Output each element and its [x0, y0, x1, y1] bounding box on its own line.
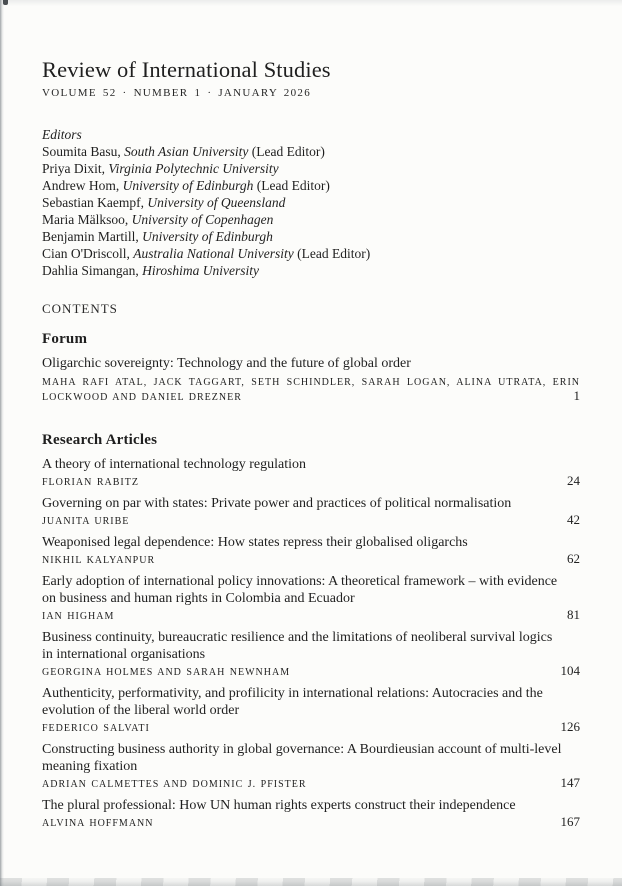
article-page-number: 62: [567, 551, 580, 566]
editor-affiliation: University of Edinburgh: [122, 178, 254, 193]
article-byline: [42, 553, 580, 567]
article-entry: [42, 573, 580, 623]
article-authors: NIKHIL KALYANPUR: [42, 555, 156, 566]
editor-row: [42, 262, 580, 279]
article-entry: [42, 741, 580, 791]
article-page-number: 1: [573, 388, 580, 403]
editor-affiliation: University of Edinburgh: [142, 229, 273, 244]
editors-heading: Editors: [42, 127, 82, 142]
editor-affiliation: Australia National University: [133, 246, 294, 261]
editor-row: [42, 211, 580, 228]
article-title: Authenticity, performativity, and profilicity in international relations: Autocracies and the evolution of the liberal world order: [42, 686, 543, 718]
article-title: Governing on par with states: Private power and practices of political normalisation: [42, 496, 512, 511]
journal-title: Review of International Studies: [42, 57, 331, 82]
article-byline: [42, 514, 580, 528]
editor-role: (Lead Editor): [297, 246, 371, 261]
article-authors: FLORIAN RABITZ: [42, 477, 139, 488]
article-authors: GEORGINA HOLMES AND SARAH NEWNHAM: [42, 667, 291, 678]
article-entry: [42, 456, 580, 489]
page-content: [42, 56, 580, 830]
editor-name: Andrew Hom,: [42, 178, 120, 193]
editor-role: (Lead Editor): [256, 178, 330, 193]
article-entry: [42, 355, 580, 405]
editor-affiliation: South Asian University: [124, 144, 249, 159]
article-authors: IAN HIGHAM: [42, 611, 115, 622]
article-authors: ADRIAN CALMETTES AND DOMINIC J. PFISTER: [42, 779, 307, 790]
editor-row: [42, 194, 580, 211]
article-entry: [42, 495, 580, 528]
editor-role: (Lead Editor): [251, 144, 325, 159]
article-title: The plural professional: How UN human rights experts construct their independence: [42, 798, 516, 813]
editor-affiliation: Virginia Polytechnic University: [108, 161, 279, 176]
article-authors: MAHA RAFI ATAL, JACK TAGGART, SETH SCHINDLER, SARAH LOGAN, ALINA UTRATA, ERIN LOCKWOOD AND DANIEL DREZNER: [42, 377, 580, 403]
article-entry: [42, 685, 580, 735]
editor-row: [42, 245, 580, 262]
scan-left-edge: [0, 0, 4, 886]
article-page-number: 42: [567, 512, 580, 527]
scan-corner-speck: [3, 0, 8, 5]
editor-name: Benjamin Martill,: [42, 229, 139, 244]
article-byline: [42, 475, 580, 489]
editor-affiliation: University of Copenhagen: [131, 212, 274, 227]
editor-name: Maria Mälksoo,: [42, 212, 129, 227]
editor-name: Priya Dixit,: [42, 161, 105, 176]
article-page-number: 104: [560, 663, 580, 678]
contents-heading: CONTENTS: [42, 301, 118, 316]
editor-affiliation: Hiroshima University: [142, 263, 259, 278]
editor-row: [42, 160, 580, 177]
scan-bottom-shadow: [0, 878, 622, 886]
article-entry: [42, 797, 580, 830]
editor-name: Sebastian Kaempf,: [42, 195, 144, 210]
section-heading-research: Research Articles: [42, 432, 158, 448]
editor-name: Cian O'Driscoll,: [42, 246, 130, 261]
article-title: Constructing business authority in global governance: A Bourdieusian account of multi-level meaning fixation: [42, 742, 562, 774]
section-forum: [42, 330, 580, 405]
article-byline: [42, 721, 580, 735]
article-page-number: 24: [567, 473, 580, 488]
article-byline: [42, 375, 580, 405]
issue-line: VOLUME 52 · NUMBER 1 · JANUARY 2026: [42, 87, 312, 99]
article-byline: [42, 665, 580, 679]
article-page-number: 167: [560, 814, 580, 829]
article-entry: [42, 534, 580, 567]
section-research-articles: [42, 431, 580, 830]
article-title: Oligarchic sovereignty: Technology and the future of global order: [42, 356, 411, 371]
article-title: Weaponised legal dependence: How states repress their globalised oligarchs: [42, 535, 468, 550]
article-byline: [42, 777, 580, 791]
editor-row: [42, 228, 580, 245]
editor-row: [42, 177, 580, 194]
article-page-number: 147: [560, 775, 580, 790]
editor-name: Soumita Basu,: [42, 144, 121, 159]
article-authors: FEDERICO SALVATI: [42, 723, 150, 734]
article-title: Business continuity, bureaucratic resilience and the limitations of neoliberal survival logics in international organisations: [42, 630, 553, 662]
article-title: Early adoption of international policy innovations: A theoretical framework – with evidence on business and human rights in Colombia and Ecuador: [42, 574, 558, 606]
editor-row: [42, 143, 580, 160]
scan-top-shadow: [0, 0, 622, 6]
editors-block: [42, 126, 580, 279]
article-byline: [42, 609, 580, 623]
article-page-number: 126: [560, 719, 580, 734]
editor-name: Dahlia Simangan,: [42, 263, 139, 278]
editor-affiliation: University of Queensland: [147, 195, 286, 210]
article-page-number: 81: [567, 607, 580, 622]
article-entry: [42, 629, 580, 679]
article-title: A theory of international technology regulation: [42, 457, 306, 472]
section-heading-forum: Forum: [42, 331, 88, 347]
article-byline: [42, 816, 580, 830]
article-authors: JUANITA URIBE: [42, 516, 130, 527]
article-authors: ALVINA HOFFMANN: [42, 818, 154, 829]
